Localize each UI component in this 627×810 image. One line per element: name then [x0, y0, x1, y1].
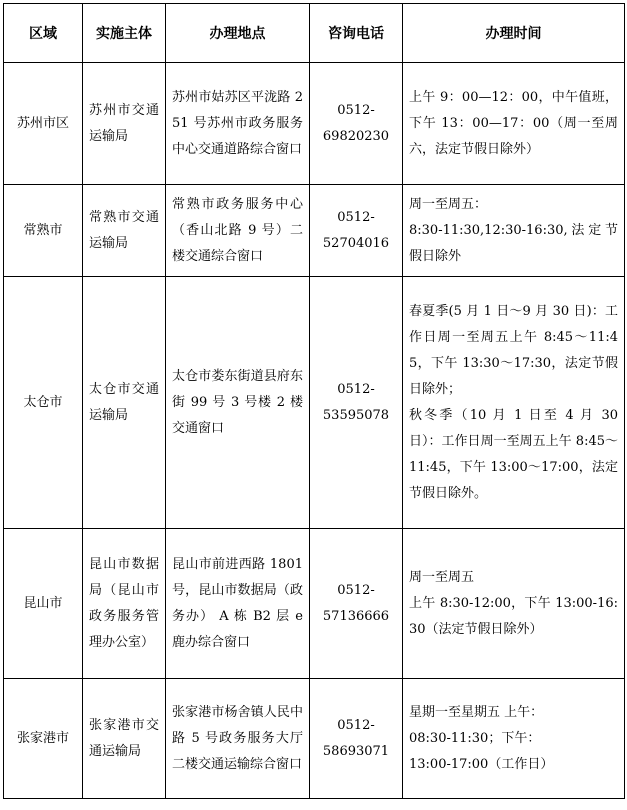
address-cell: 苏州市姑苏区平泷路 251 号苏州市政务服务中心交通道路综合窗口	[166, 63, 310, 185]
phone-prefix: 0512-	[337, 582, 375, 598]
region-cell: 张家港市	[4, 679, 83, 799]
phone-prefix: 0512-	[337, 209, 375, 225]
hours-line: 8:30-11:30,12:30-16:30,法定节假日除外	[409, 222, 618, 264]
hours-line: 08:30-11:30；下午：	[409, 730, 541, 746]
hours-line: 上午 8:30-12:00，下午 13:00-16:30（法定节假日除外）	[409, 595, 618, 637]
table-row	[4, 277, 625, 529]
header-agency: 实施主体	[83, 4, 166, 63]
phone-cell	[310, 63, 403, 185]
hours-line: 春夏季(5 月 1 日～9 月 30 日)：工作日周一至周五上午 8:45～11:45，下午 13:30～17:30，法定节假日除外；	[409, 303, 618, 397]
phone-cell	[310, 529, 403, 679]
service-table	[3, 3, 625, 799]
phone-number: 69820230	[322, 128, 390, 144]
hours-line: 星期一至星期五 上午：	[409, 704, 544, 720]
hours-cell	[403, 277, 625, 529]
table-row	[4, 529, 625, 679]
agency-cell: 苏州市交通运输局	[83, 63, 166, 185]
region-cell: 常熟市	[4, 185, 83, 277]
phone-prefix: 0512-	[337, 381, 375, 397]
phone-cell	[310, 679, 403, 799]
region-cell: 太仓市	[4, 277, 83, 529]
header-phone: 咨询电话	[310, 4, 403, 63]
address-cell: 昆山市前进西路 1801 号，昆山市数据局（政务办） A 栋 B2 层 e 鹿办综合窗口	[166, 529, 310, 679]
header-row	[4, 4, 625, 63]
hours-cell	[403, 679, 625, 799]
hours-cell	[403, 63, 625, 185]
hours-line: 周一至周五	[409, 569, 475, 585]
hours-cell	[403, 185, 625, 277]
agency-cell: 常熟市交通运输局	[83, 185, 166, 277]
hours-line: 周一至周五：	[409, 196, 488, 212]
phone-cell	[310, 277, 403, 529]
hours-cell	[403, 529, 625, 679]
agency-cell: 太仓市交通运输局	[83, 277, 166, 529]
table-row	[4, 185, 625, 277]
table-row	[4, 679, 625, 799]
address-cell: 张家港市杨舍镇人民中路 5 号政务服务大厅二楼交通运输综合窗口	[166, 679, 310, 799]
phone-prefix: 0512-	[337, 717, 375, 733]
table-row	[4, 63, 625, 185]
phone-cell	[310, 185, 403, 277]
phone-number: 58693071	[322, 743, 390, 759]
hours-line: 13:00-17:00（工作日）	[409, 756, 554, 772]
agency-cell: 昆山市数据局（昆山市政务服务管理办公室）	[83, 529, 166, 679]
hours-line: 秋冬季（10 月 1 日至 4 月 30 日）：工作日周一至周五上午 8:45～11:45，下午 13:00～17:00，法定节假日除外。	[409, 407, 618, 501]
address-cell: 常熟市政务服务中心（香山北路 9 号）二楼交通综合窗口	[166, 185, 310, 277]
region-cell: 苏州市区	[4, 63, 83, 185]
region-cell: 昆山市	[4, 529, 83, 679]
hours-line: 上午 9：00—12：00，中午值班，下午 13：00—17：00（周一至周六，法定节假日除外）	[409, 89, 618, 157]
agency-cell: 张家港市交通运输局	[83, 679, 166, 799]
header-address: 办理地点	[166, 4, 310, 63]
phone-number: 57136666	[322, 608, 390, 624]
phone-number: 52704016	[322, 235, 390, 251]
phone-prefix: 0512-	[337, 102, 375, 118]
phone-number: 53595078	[322, 407, 390, 423]
header-region: 区域	[4, 4, 83, 63]
header-hours: 办理时间	[403, 4, 625, 63]
address-cell: 太仓市娄东街道县府东街 99 号 3 号楼 2 楼交通窗口	[166, 277, 310, 529]
